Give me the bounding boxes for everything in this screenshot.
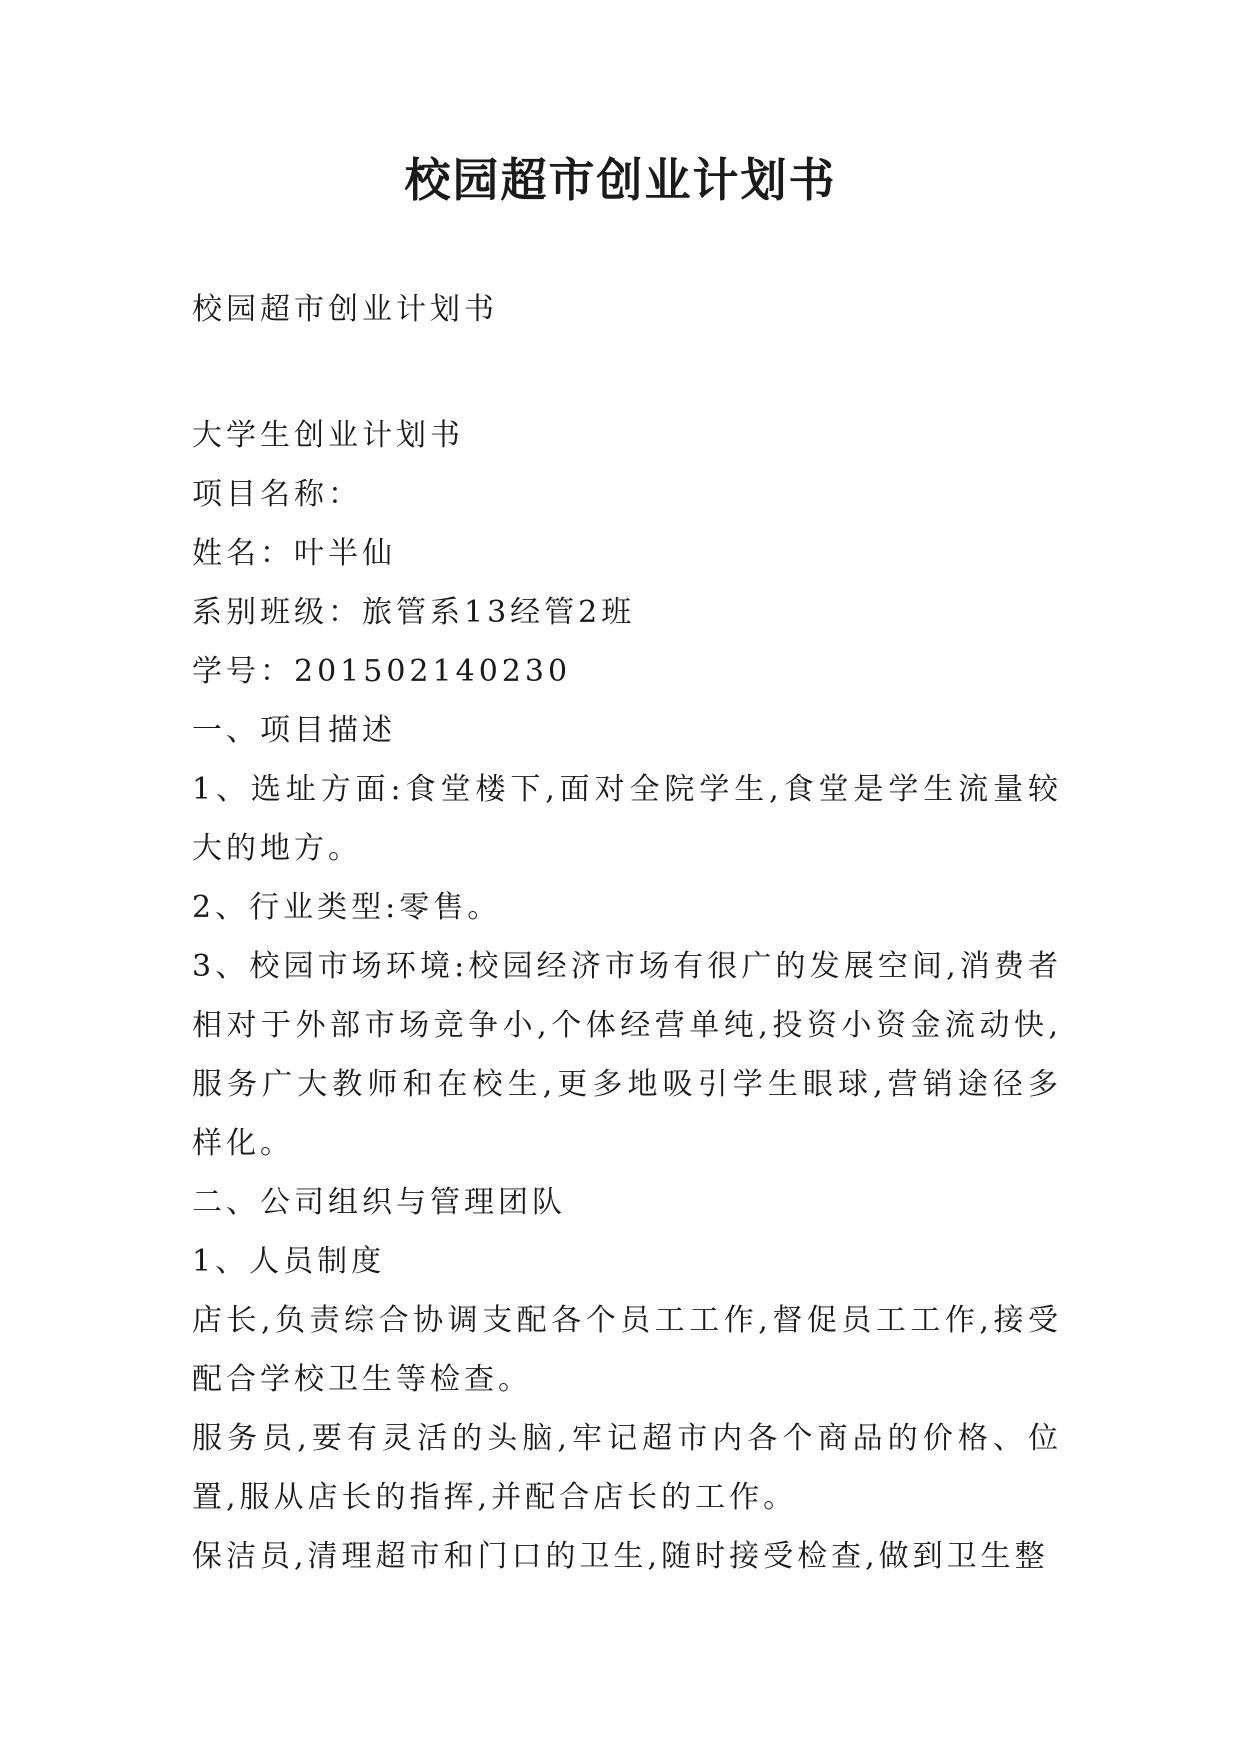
paragraph-industry-type: 2、行业类型:零售。 [192,890,502,925]
paragraph-location: 1、选址方面:食堂楼下,面对全院学生,食堂是学生流量较大的地方。 [192,772,1062,866]
paragraph-service-staff: 服务员,要有灵活的头脑,牢记超市内各个商品的价格、位置,服从店长的指挥,并配合店长的工作。 [192,1421,1062,1515]
paragraph-plan-heading: 大学生创业计划书 [192,418,464,453]
paragraph-class: 系别班级：旅管系13经管2班 [192,595,636,630]
paragraph-cleaner: 保洁员,清理超市和门口的卫生,随时接受检查,做到卫生整 [192,1539,1049,1574]
document-title: 校园超市创业计划书 [404,153,837,207]
paragraph-name: 姓名：叶半仙 [192,536,396,571]
paragraph-market-environment: 3、校园市场环境:校园经济市场有很广的发展空间,消费者相对于外部市场竞争小,个体经营单纯,投资小资金流动快,服务广大教师和在校生,更多地吸引学生眼球,营销途径多样化。 [192,949,1062,1161]
section-heading-organization: 二、公司组织与管理团队 [192,1185,566,1220]
section-heading-project-description: 一、项目描述 [192,713,396,748]
subsection-heading-staffing: 1、人员制度 [192,1244,386,1279]
paragraph-student-id: 学号：201502140230 [192,654,572,689]
paragraph-project-name: 项目名称： [192,477,362,512]
document-body [192,406,1062,1586]
document-subtitle: 校园超市创业计划书 [192,292,498,327]
paragraph-store-manager: 店长,负责综合协调支配各个员工工作,督促员工工作,接受配合学校卫生等检查。 [192,1303,1062,1397]
